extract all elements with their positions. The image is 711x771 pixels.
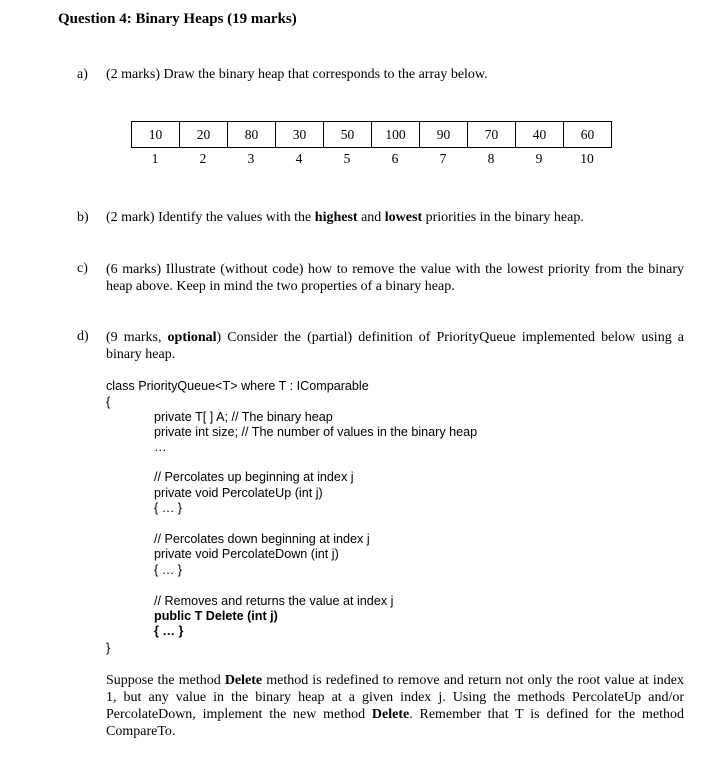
part-b-label: b) xyxy=(77,210,89,225)
code-delete-sig: public T Delete (int j) xyxy=(154,609,278,623)
delete-word: Delete xyxy=(371,707,410,722)
code-ellipsis: … xyxy=(154,440,167,454)
lowest-word: lowest xyxy=(384,210,423,225)
heap-array-table xyxy=(131,121,612,148)
part-a-label: a) xyxy=(77,67,88,82)
heap-cell: 90 xyxy=(420,122,468,148)
code-comment-up: // Percolates up beginning at index j xyxy=(154,470,354,484)
heap-index: 10 xyxy=(580,151,594,166)
heap-index-row xyxy=(131,151,611,167)
heap-cell: 60 xyxy=(564,122,612,148)
delete-word: Delete xyxy=(224,673,263,688)
code-percolate-up-sig: private void PercolateUp (int j) xyxy=(154,486,323,500)
heap-cell: 20 xyxy=(180,122,228,148)
heap-index: 6 xyxy=(391,151,399,166)
part-a-text: (2 marks) Draw the binary heap that corresponds to the array below. xyxy=(106,67,488,82)
heap-index: 1 xyxy=(151,151,159,166)
question-title: Question 4: Binary Heaps (19 marks) xyxy=(58,11,297,27)
part-c-label: c) xyxy=(77,261,88,276)
heap-index: 9 xyxy=(535,151,543,166)
code-field-array: private T[ ] A; // The binary heap xyxy=(154,410,333,424)
heap-cell: 10 xyxy=(132,122,180,148)
heap-index: 8 xyxy=(487,151,495,166)
part-b-text: (2 mark) Identify the values with the highest and lowest priorities in the binary heap. xyxy=(106,210,584,225)
code-percolate-down-body: { … } xyxy=(154,563,183,577)
heap-index: 4 xyxy=(295,151,303,166)
code-delete-body: { … } xyxy=(154,624,184,638)
closing-paragraph: Suppose the method Delete method is redefined to remove and return not only the root value at index 1, but any value in the binary heap at a given index j. Using the methods PercolateUp and/or PercolateDown, implement the new method Delete. Remember that T is defined for the method CompareTo. xyxy=(106,673,685,739)
heap-index: 3 xyxy=(247,151,255,166)
part-d-text: (9 marks, optional) Consider the (partial) definition of PriorityQueue implemented below using a binary heap. xyxy=(106,330,684,362)
heap-cell: 40 xyxy=(516,122,564,148)
heap-array-row xyxy=(132,122,612,148)
heap-cell: 70 xyxy=(468,122,516,148)
heap-cell: 100 xyxy=(372,122,420,148)
code-percolate-down-sig: private void PercolateDown (int j) xyxy=(154,547,339,561)
heap-cell: 80 xyxy=(228,122,276,148)
highest-word: highest xyxy=(314,210,358,225)
heap-index: 7 xyxy=(439,151,447,166)
code-percolate-up-body: { … } xyxy=(154,501,183,515)
heap-cell: 50 xyxy=(324,122,372,148)
code-field-size: private int size; // The number of values in the binary heap xyxy=(154,425,478,439)
heap-cell: 30 xyxy=(276,122,324,148)
code-close-brace: } xyxy=(106,641,111,655)
code-open-brace: { xyxy=(106,395,111,409)
optional-word: optional xyxy=(167,330,217,345)
code-comment-down: // Percolates down beginning at index j xyxy=(154,532,370,546)
heap-index: 2 xyxy=(199,151,207,166)
part-c-text: (6 marks) Illustrate (without code) how to remove the value with the lowest priority from the binary heap above. Keep in mind the two properties of a binary heap. xyxy=(106,262,684,294)
code-comment-delete: // Removes and returns the value at index j xyxy=(154,594,394,608)
code-class-decl: class PriorityQueue<T> where T : IComparable xyxy=(106,379,369,393)
heap-index: 5 xyxy=(343,151,351,166)
part-d-label: d) xyxy=(77,329,89,344)
